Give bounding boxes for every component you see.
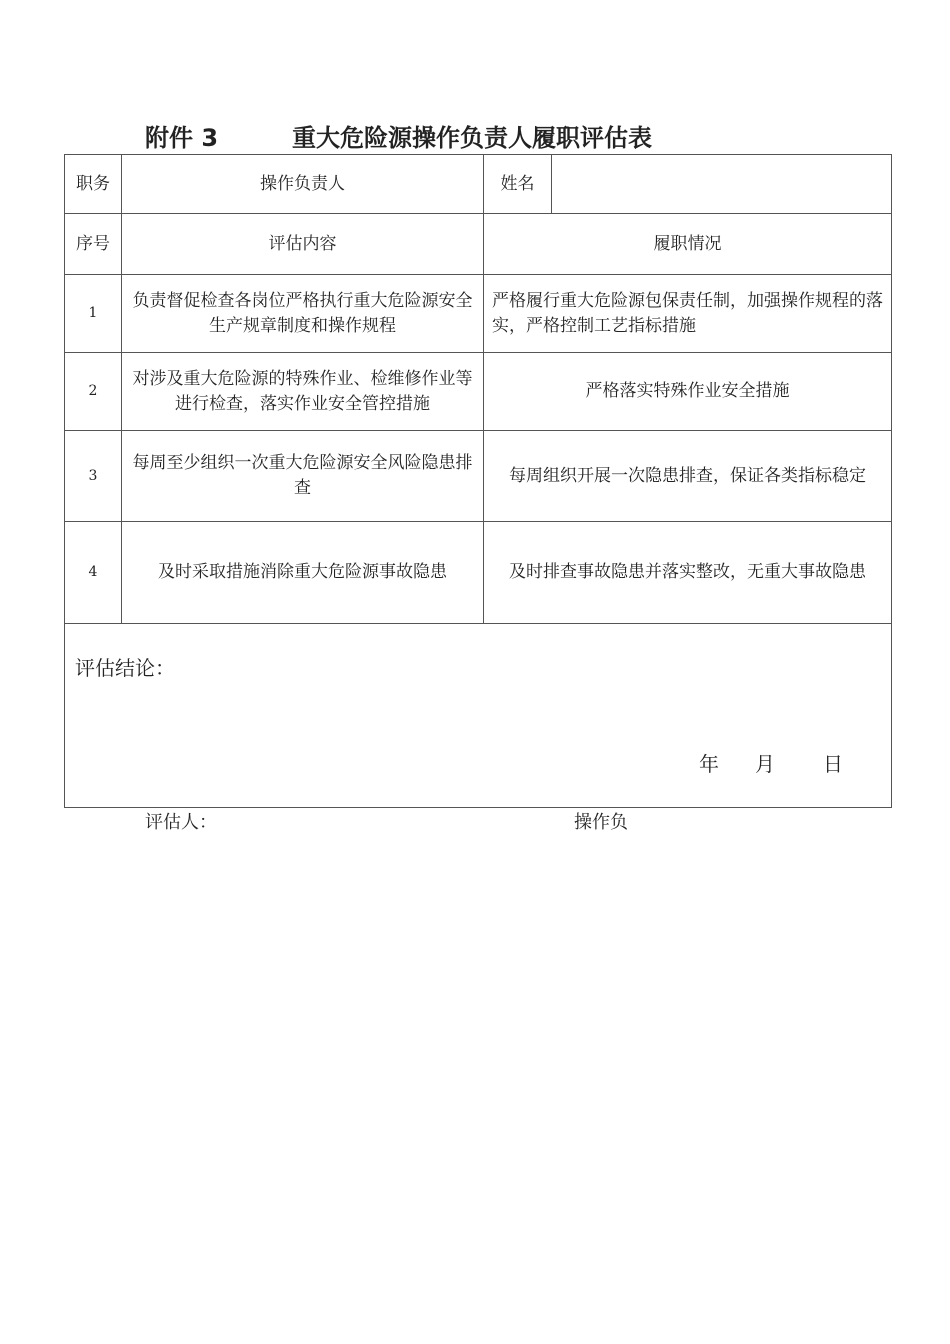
date-year-label: 年 — [699, 752, 719, 776]
row-number: 1 — [65, 275, 122, 353]
date-month-label: 月 — [755, 752, 775, 776]
table-row — [65, 275, 892, 353]
name-label: 姓名 — [484, 155, 552, 214]
header-row — [65, 155, 892, 214]
table-row — [65, 522, 892, 624]
evaluator-label: 评估人： — [145, 812, 217, 833]
date-day-label: 日 — [823, 752, 843, 776]
operator-label: 操作负 — [574, 812, 628, 833]
row-performance: 每周组织开展一次隐患排查，保证各类指标稳定 — [484, 431, 892, 522]
evaluation-table — [64, 154, 892, 808]
position-label: 职务 — [65, 155, 122, 214]
col-header-performance: 履职情况 — [484, 214, 892, 275]
table-row — [65, 431, 892, 522]
row-number: 2 — [65, 353, 122, 431]
column-header-row — [65, 214, 892, 275]
attachment-number: 附件 3 — [145, 124, 219, 152]
conclusion-row — [65, 624, 892, 808]
page-title — [145, 120, 845, 156]
col-header-no: 序号 — [65, 214, 122, 275]
row-number: 3 — [65, 431, 122, 522]
position-value: 操作负责人 — [122, 155, 484, 214]
row-performance: 严格落实特殊作业安全措施 — [484, 353, 892, 431]
row-content: 对涉及重大危险源的特殊作业、检维修作业等进行检查，落实作业安全管控措施 — [122, 353, 484, 431]
form-title: 重大危险源操作负责人履职评估表 — [292, 124, 652, 152]
date-line — [699, 752, 843, 777]
name-field[interactable] — [552, 155, 892, 214]
conclusion-cell[interactable] — [65, 624, 892, 808]
row-content: 负责督促检查各岗位严格执行重大危险源安全生产规章制度和操作规程 — [122, 275, 484, 353]
col-header-content: 评估内容 — [122, 214, 484, 275]
conclusion-label: 评估结论： — [75, 656, 175, 680]
row-performance: 及时排查事故隐患并落实整改，无重大事故隐患 — [484, 522, 892, 624]
row-performance: 严格履行重大危险源包保责任制，加强操作规程的落实，严格控制工艺指标措施 — [484, 275, 892, 353]
row-content: 及时采取措施消除重大危险源事故隐患 — [122, 522, 484, 624]
table-row — [65, 353, 892, 431]
row-content: 每周至少组织一次重大危险源安全风险隐患排查 — [122, 431, 484, 522]
row-number: 4 — [65, 522, 122, 624]
